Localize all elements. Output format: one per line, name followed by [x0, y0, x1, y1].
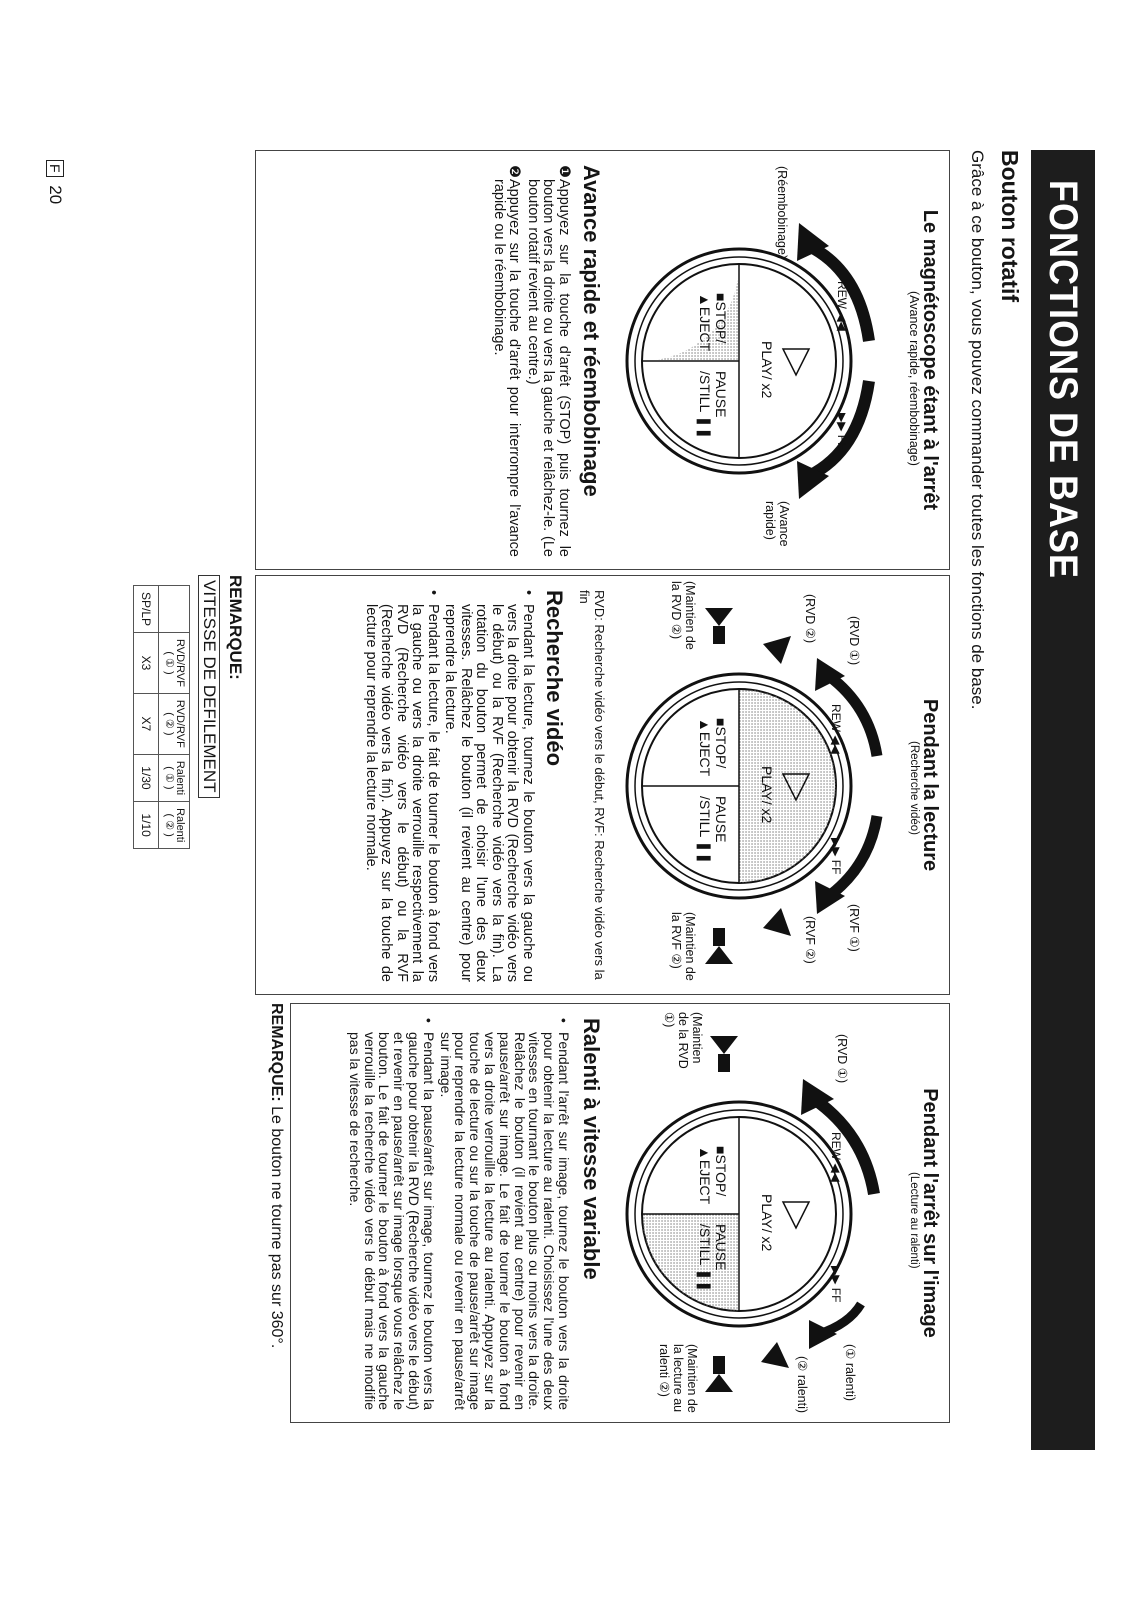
play-label: PLAY/ x2: [759, 766, 775, 824]
table-header-cell: [159, 586, 190, 633]
ff-label: ▶▶ FF: [829, 1266, 843, 1303]
page-number-value: 20: [46, 185, 65, 205]
panel-play: [255, 575, 950, 995]
dial-right-label: (Avance rapide): [763, 501, 791, 547]
remarque-note: [267, 1003, 285, 1348]
speed-table: [133, 585, 190, 849]
bullet: •: [425, 590, 441, 596]
table-row: [134, 586, 159, 849]
remarque-label: REMARQUE:: [268, 1003, 285, 1102]
instructions: [363, 590, 536, 982]
rvd-hold-label: (Maintien de la RVD ②): [669, 581, 697, 650]
rotary-dial: [609, 1004, 920, 1424]
stop-eject-label: ■STOP/ ▲EJECT: [697, 1146, 729, 1205]
list-item: [438, 1018, 571, 1410]
table-header-cell: RVD/RVF ( ① ): [159, 633, 190, 694]
section-title: Ralenti à vitesse variable: [579, 1018, 604, 1280]
bullet: •: [556, 1018, 572, 1023]
rvf-hold-label: (Maintien de la RVF ②): [669, 912, 697, 981]
step-marker: ❷: [506, 165, 523, 178]
page-prefix-box: F: [46, 160, 64, 177]
instructions: [491, 165, 572, 557]
item-text: Pendant la lecture, tournez le bouton vers la gauche ou vers la droite pour obtenir la RVD (Recherche vidéo vers le début) ou la RVF (Recherche vidéo vers la fin). La rotation du bouton permet de choisir l'une des deux vitesses. Relâchez le bouton (il revient au centre) pour reprendre la lecture.: [442, 604, 536, 982]
list-item: [442, 590, 535, 982]
dial-top-label: (Lecture au ralenti): [908, 1172, 920, 1269]
play-label: PLAY/ x2: [759, 341, 775, 399]
pause-still-label: PAUSE /STILL ❚❚: [697, 1224, 729, 1293]
remarque-title: REMARQUE:: [226, 575, 245, 680]
rew-label: REW ◀◀: [829, 704, 843, 754]
panel-stop: [255, 150, 950, 570]
page-number: [45, 160, 65, 204]
dial-top-label: (Recherche vidéo): [908, 741, 920, 835]
section-title: Avance rapide et réembobinage: [579, 165, 604, 497]
rvd-hold-label: (Maintien de la RVD ①): [662, 1012, 704, 1069]
rvd1-label: (RVD ①): [847, 616, 861, 666]
table-cell: SP/LP: [134, 586, 159, 633]
intro-text: Grâce à ce bouton, vous pouvez commander toutes les fonctions de base.: [968, 150, 987, 710]
table-cell: X3: [134, 633, 159, 694]
item-text: Pendant l'arrêt sur image, tournez le bouton vers la droite pour obtenir la lecture au ralenti. Choisissez l'une des deux vitesses en tournant le bouton plus ou moins vers la droite. Relâchez le bouton (il revient au centre) pour revenir en pause/arrêt sur image. Le fait de tourner le bouton à fond vers la droite verrouille la lecture au ralenti. Appuyez sur la touche de lecture ou sur la touche de pause/arrêt sur image pour reprendre la lecture normale ou revenir en pause/arrêt sur image.: [437, 1032, 572, 1410]
dial-left-label: (Réembobinage): [775, 166, 789, 260]
table-cell: X7: [134, 693, 159, 754]
step-text: Appuyez sur la touche d'arrêt pour interrompre l'avance rapide ou le réembobinage.: [491, 179, 523, 557]
play-label: PLAY/ x2: [759, 1194, 775, 1252]
section-title: Recherche vidéo: [542, 590, 567, 767]
slow2-label: (② ralenti): [795, 1356, 809, 1414]
table-header-cell: Ralenti ( ② ): [159, 802, 190, 849]
list-item: [347, 1018, 436, 1410]
stop-eject-label: ■STOP/ ▲EJECT: [697, 293, 729, 352]
step-text: Appuyez sur la touche d'arrêt (STOP) puis tournez le bouton vers la droite ou vers la gauche et relâchez-le. (Le bouton rotatif revient au centre.): [525, 179, 572, 557]
ff-label: ▶▶ FF: [829, 838, 843, 875]
slow-hold-label: (Maintien de la lecture au ralenti ②): [657, 1344, 699, 1413]
bullet: •: [520, 590, 536, 596]
rotary-dial: [609, 576, 920, 996]
rvd1-label: (RVD ①): [835, 1034, 849, 1084]
rvd2-label: (RVD ②): [803, 594, 817, 644]
item-text: Pendant la lecture, le fait de tourner le bouton à fond vers la gauche ou vers la droite verrouille respectivement la RVD (Recherche vidéo vers le début) ou la RVF (Recherche vidéo vers la fin). Appuyez sur la touche de lecture pour reprendre la lecture normale.: [363, 604, 441, 982]
panel-title: Pendant la lecture: [919, 698, 941, 872]
rvf1-label: (RVF ①): [847, 904, 861, 952]
pause-still-label: PAUSE /STILL ❚❚: [697, 796, 729, 865]
slow1-label: (① ralenti): [843, 1344, 857, 1402]
rew-label: REW ◀◀: [835, 281, 849, 331]
speed-table-title: VITESSE DE DEFILEMENT: [198, 575, 220, 798]
table-header-row: [159, 586, 190, 849]
rotary-dial: [609, 151, 921, 571]
rvf2-label: (RVF ②): [803, 916, 817, 964]
table-header-cell: RVD/RVF ( ② ): [159, 693, 190, 754]
table-header-cell: Ralenti ( ① ): [159, 754, 190, 801]
rvd-rvf-note: RVD: Recherche vidéo vers le début, RVF: Recherche vidéo vers la fin: [577, 590, 607, 980]
panel-title: Pendant l'arrêt sur l'image: [919, 1088, 941, 1338]
list-item: [491, 165, 522, 557]
section-banner: [1031, 150, 1095, 1450]
step-marker: ❶: [556, 165, 572, 178]
banner-title: FONCTIONS DE BASE: [1041, 180, 1087, 580]
table-cell: 1/10: [134, 802, 159, 849]
item-text: Pendant la pause/arrêt sur image, tournez le bouton vers la gauche pour obtenir la RVD (Recherche vidéo vers le début) et revenir en pause/arrêt sur image lorsque vous relâchez le bouton. Le fait de tourner le bouton à fond vers la gauche verrouille la recherche vidéo vers le début mais ne modifie pas la vitesse de recherche.: [346, 1032, 437, 1410]
dial-top-label: (Avance rapide, réembobinage): [907, 291, 921, 466]
panel-still: [290, 1003, 950, 1423]
table-cell: 1/30: [134, 754, 159, 801]
rew-label: REW ◀◀: [829, 1132, 843, 1182]
heading: Bouton rotatif: [997, 150, 1023, 303]
pause-still-label: PAUSE /STILL ❚❚: [697, 371, 729, 440]
panel-title: Le magnétoscope étant à l'arrêt: [919, 209, 941, 511]
list-item: [525, 165, 572, 557]
remarque-text: Le bouton ne tourne pas sur 360°.: [268, 1106, 285, 1349]
stop-eject-label: ■STOP/ ▲EJECT: [697, 718, 729, 777]
ff-label: ▶▶ FF: [835, 413, 849, 450]
instructions: [347, 1018, 571, 1410]
bullet: •: [420, 1018, 437, 1023]
list-item: [363, 590, 441, 982]
